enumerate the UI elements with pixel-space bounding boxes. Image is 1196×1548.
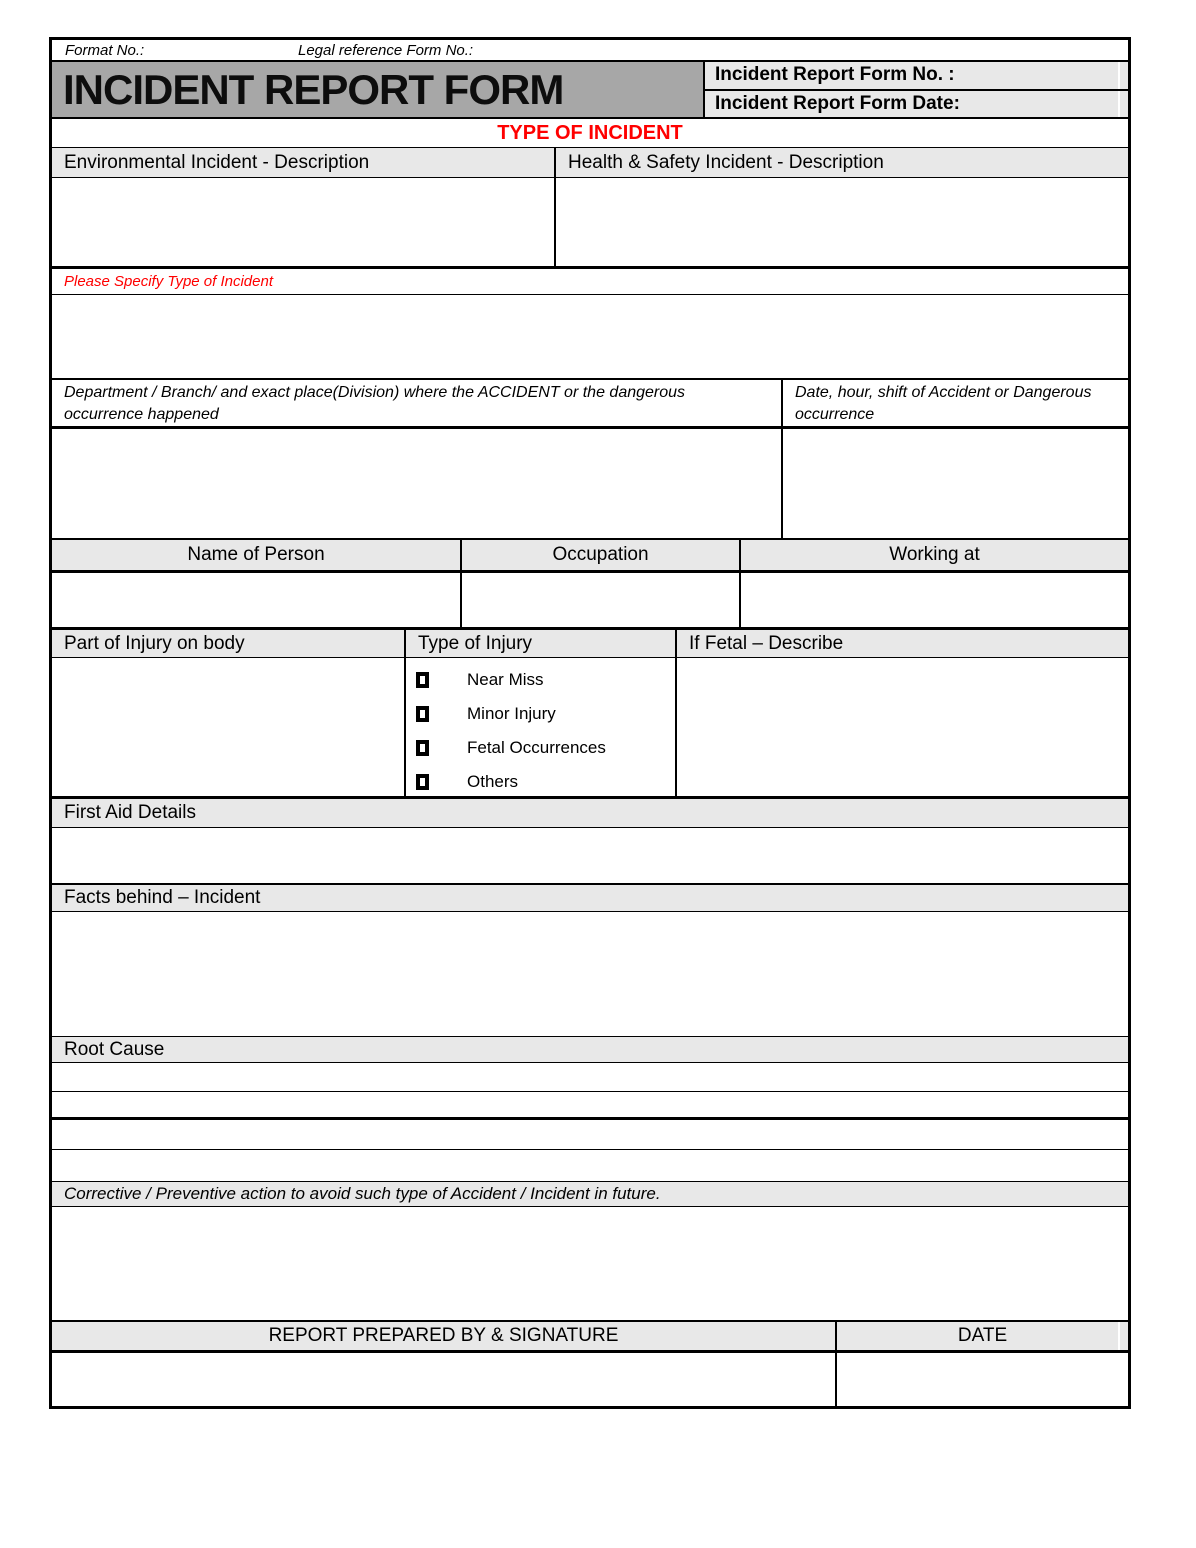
others-option[interactable]: [406, 765, 675, 799]
health-safety-incident-header: Health & Safety Incident - Description: [568, 151, 884, 173]
working-at-header: Working at: [889, 544, 980, 565]
part-of-injury-header: Part of Injury on body: [52, 630, 406, 657]
first-aid-header-row: [52, 799, 1128, 828]
date-header: DATE: [837, 1322, 1128, 1350]
if-fetal-describe-header: If Fetal – Describe: [689, 632, 844, 654]
facts-header-row: [52, 885, 1128, 912]
incident-report-form: [49, 37, 1131, 1409]
minor-injury-option[interactable]: [406, 697, 675, 731]
root-cause-header-row: [52, 1037, 1128, 1063]
type-of-incident-title: TYPE OF INCIDENT: [497, 121, 683, 144]
injury-inputs: [52, 658, 1128, 799]
part-of-injury-input[interactable]: [52, 658, 406, 796]
incident-description-headers: [52, 148, 1128, 178]
facts-behind-header: Facts behind – Incident: [64, 887, 261, 908]
environmental-description-input[interactable]: [52, 178, 556, 266]
fetal-occurrences-label: Fetal Occurrences: [467, 738, 606, 757]
person-headers: [52, 540, 1128, 573]
date-hour-shift-header: Date, hour, shift of Accident or Dangerous occurrence: [795, 384, 1092, 423]
department-header: Department / Branch/ and exact place(Division) where the ACCIDENT or the dangerous occurrence happened: [52, 380, 783, 426]
near-miss-option[interactable]: [406, 663, 675, 697]
working-at-input[interactable]: [741, 573, 1128, 627]
corrective-action-header: Corrective / Preventive action to avoid such type of Accident / Incident in future.: [64, 1184, 661, 1203]
department-inputs: [52, 429, 1128, 540]
injury-type-checkbox-list: [406, 658, 675, 799]
specify-type-row: [52, 269, 1128, 295]
root-cause-input-line-4[interactable]: [52, 1150, 1128, 1182]
environmental-incident-header: Environmental Incident - Description: [52, 148, 556, 177]
signature-inputs: [52, 1353, 1128, 1406]
first-aid-header: First Aid Details: [64, 802, 196, 823]
near-miss-checkbox[interactable]: [416, 672, 429, 688]
near-miss-label: Near Miss: [467, 670, 544, 689]
root-cause-input-line-1[interactable]: [52, 1063, 1128, 1092]
department-input[interactable]: [52, 429, 783, 538]
legal-reference-label: Legal reference Form No.:: [298, 41, 474, 59]
name-of-person-input[interactable]: [52, 573, 462, 627]
title-meta-cells: [705, 62, 1128, 117]
type-of-incident-row: [52, 119, 1128, 148]
specify-type-input[interactable]: [52, 295, 1128, 380]
date-input[interactable]: [837, 1353, 1128, 1406]
type-of-injury-header: Type of Injury: [406, 630, 677, 657]
fetal-occurrences-checkbox[interactable]: [416, 740, 429, 756]
others-checkbox[interactable]: [416, 774, 429, 790]
facts-behind-input[interactable]: [52, 912, 1128, 1037]
others-label: Others: [467, 772, 519, 791]
minor-injury-checkbox[interactable]: [416, 706, 429, 722]
corrective-header-row: [52, 1182, 1128, 1207]
date-hour-shift-input[interactable]: [783, 429, 1128, 538]
specify-type-label: Please Specify Type of Incident: [64, 273, 274, 290]
occupation-header: Occupation: [462, 540, 741, 570]
person-inputs: [52, 573, 1128, 630]
incident-description-inputs: [52, 178, 1128, 269]
prepared-by-signature-input[interactable]: [52, 1353, 837, 1406]
first-aid-input[interactable]: [52, 828, 1128, 885]
title-row: [52, 62, 1128, 119]
form-title: INCIDENT REPORT FORM: [52, 62, 705, 117]
occupation-input[interactable]: [462, 573, 741, 627]
root-cause-input-line-3[interactable]: [52, 1120, 1128, 1150]
format-no-label: Format No.:: [65, 41, 145, 59]
name-of-person-header: Name of Person: [52, 540, 462, 570]
root-cause-header: Root Cause: [64, 1038, 165, 1060]
report-prepared-by-header: REPORT PREPARED BY & SIGNATURE: [52, 1322, 837, 1350]
injury-headers: [52, 630, 1128, 658]
type-of-injury-options: [406, 658, 677, 796]
incident-report-form-date-field[interactable]: Incident Report Form Date:: [705, 91, 1128, 118]
department-headers: [52, 380, 1128, 429]
health-safety-description-input[interactable]: [556, 178, 1128, 266]
if-fetal-describe-input[interactable]: [677, 658, 1128, 796]
minor-injury-label: Minor Injury: [467, 704, 556, 723]
root-cause-input-line-2[interactable]: [52, 1092, 1128, 1120]
fetal-occurrences-option[interactable]: [406, 731, 675, 765]
corrective-action-input[interactable]: [52, 1207, 1128, 1322]
format-row: [52, 40, 1128, 62]
incident-report-form-no-field[interactable]: Incident Report Form No. :: [705, 62, 1128, 91]
prepared-headers: [52, 1322, 1128, 1353]
